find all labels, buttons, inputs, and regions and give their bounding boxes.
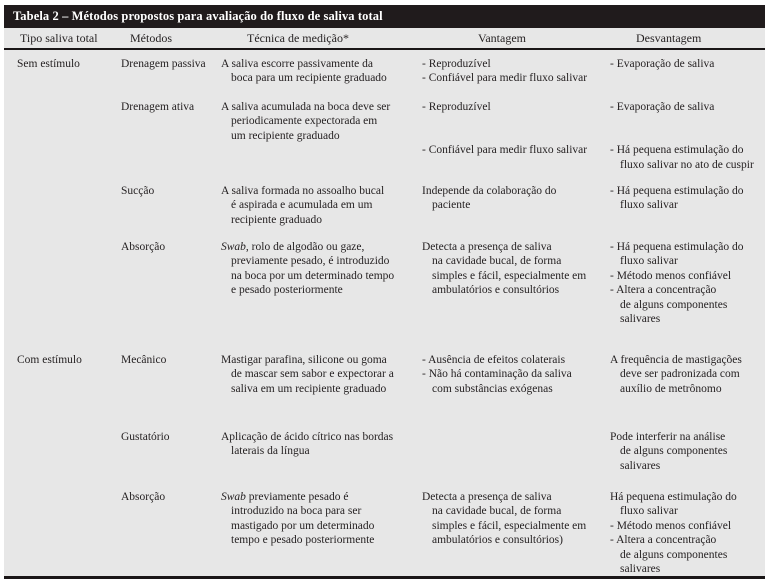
cell-line: introduzido na boca para ser [231, 505, 362, 518]
cell-line: - Reproduzível [422, 58, 491, 70]
cell-line: de alguns componentes [620, 445, 728, 458]
cell-line: ambulatórios e consultórios) [432, 534, 563, 547]
cell-vantagem [418, 430, 606, 490]
cell-line [610, 114, 763, 128]
cell-tipo-saliva-total [13, 100, 115, 184]
cell-line: Pode interferir na análise [610, 431, 726, 443]
cell-line: na cavidade bucal, de forma [432, 255, 562, 268]
cell-desvantagem [606, 240, 763, 353]
cell-line: com substâncias exógenas [432, 382, 553, 395]
cell-line: Independe da colaboração do [422, 185, 557, 197]
column-header-tipo-saliva-total: Tipo saliva total [20, 30, 98, 45]
table-row [4, 430, 765, 490]
cell-tipo-saliva-total [13, 240, 115, 353]
cell-line: previamente pesado, é introduzido [231, 255, 390, 268]
cell-metodo: Drenagem passiva [121, 58, 206, 70]
cell-tecnica-de-medicao [217, 184, 418, 240]
cell-line: um recipiente graduado [231, 129, 340, 142]
cell-line: - Evaporação de saliva [610, 58, 715, 70]
cell-line: tempo e pesado posteriormente [231, 534, 375, 547]
cell-line: A frequência de mastigações [610, 354, 742, 366]
table-row [4, 100, 765, 184]
table-row [4, 240, 765, 353]
cell-line: - Confiável para medir fluxo salivar [422, 72, 588, 85]
cell-line: mastigado por um determinado [231, 519, 375, 532]
cell-tipo-saliva-total [13, 430, 115, 490]
cell-line: - Método menos confiável [610, 269, 732, 282]
cell-line: laterais da língua [231, 445, 310, 458]
cell-line: - Ausência de efeitos colaterais [422, 354, 566, 366]
cell-line: - Há pequena estimulação do [610, 144, 744, 157]
cell-line: - Altera a concentração [610, 284, 717, 297]
cell-desvantagem [606, 430, 763, 490]
table-row [4, 184, 765, 240]
cell-line: fluxo salivar no ato de cuspir [620, 158, 754, 171]
table-row [4, 57, 765, 100]
cell-line: Detecta a presença de saliva [422, 491, 552, 503]
cell-line: A saliva escorre passivamente da [221, 58, 373, 70]
cell-vantagem [418, 57, 606, 100]
cell-line: salivares [620, 459, 661, 472]
cell-line: paciente [432, 199, 471, 212]
column-header-desvantagem: Desvantagem [636, 30, 702, 45]
cell-line: A saliva acumulada na boca deve ser [221, 101, 391, 113]
table-saliva-methods [4, 5, 765, 579]
cell-line: fluxo salivar [620, 255, 678, 268]
table-row [4, 353, 765, 430]
cell-line: salivares [620, 313, 661, 326]
cell-line: na cavidade bucal, de forma [432, 505, 562, 518]
cell-line: de alguns componentes [620, 298, 728, 311]
cell-tecnica-de-medicao [217, 430, 418, 490]
cell-tecnica-de-medicao [217, 240, 418, 353]
cell-metodo: Drenagem ativa [121, 101, 195, 113]
cell-desvantagem [606, 184, 763, 240]
cell-metodo: Absorção [121, 491, 166, 503]
cell-line [610, 129, 763, 143]
cell-line: simples e fácil, especialmente em [432, 269, 587, 282]
cell-line: fluxo salivar [620, 505, 678, 518]
cell-desvantagem [606, 100, 763, 184]
cell-tecnica-de-medicao [217, 100, 418, 184]
cell-line: Swab previamente pesado é [221, 491, 349, 503]
table-body [4, 50, 765, 579]
cell-tecnica-de-medicao [217, 490, 418, 576]
cell-line: - Método menos confiável [610, 519, 732, 532]
table-row [4, 490, 765, 576]
cell-vantagem [418, 490, 606, 576]
cell-line: Swab, rolo de algodão ou gaze, [221, 241, 365, 253]
cell-line: Mastigar parafina, silicone ou goma [221, 354, 387, 366]
cell-line: é aspirada e acumulada em um [231, 199, 373, 212]
cell-metodo: Absorção [121, 241, 166, 253]
cell-tecnica-de-medicao [217, 353, 418, 430]
cell-desvantagem [606, 57, 763, 100]
cell-line [422, 129, 606, 143]
cell-line: boca para um recipiente graduado [231, 72, 387, 85]
cell-line: de mascar sem sabor e expectorar a [231, 368, 394, 381]
cell-line: A saliva formada no assoalho bucal [221, 185, 385, 197]
cell-vantagem [418, 184, 606, 240]
cell-line: na boca por um determinado tempo [231, 269, 395, 282]
cell-line: - Evaporação de saliva [610, 101, 715, 113]
column-header-vantagem: Vantagem [478, 30, 526, 45]
cell-desvantagem [606, 490, 763, 576]
table-title: Tabela 2 – Métodos propostos para avaliação do fluxo de saliva total [13, 9, 383, 23]
cell-line: - Não há contaminação da saliva [422, 368, 572, 381]
cell-line: saliva em um recipiente graduado [231, 382, 387, 395]
column-header-metodos: Métodos [130, 30, 172, 45]
table-title-bar [4, 5, 765, 28]
cell-tipo-saliva-total [13, 184, 115, 240]
cell-tipo-saliva-total [13, 490, 115, 576]
cell-tipo-saliva-total: Com estímulo [17, 354, 82, 366]
cell-vantagem [418, 353, 606, 430]
table-header-row [4, 28, 765, 50]
cell-vantagem [418, 240, 606, 353]
cell-line: simples e fácil, especialmente em [432, 519, 587, 532]
cell-line: fluxo salivar [620, 199, 678, 212]
cell-line: auxílio de metrônomo [620, 382, 722, 395]
cell-line: Aplicação de ácido cítrico nas bordas [221, 431, 394, 443]
cell-metodo: Sucção [121, 185, 155, 197]
cell-line: salivares [620, 563, 661, 576]
cell-line: Há pequena estimulação do [610, 491, 737, 503]
cell-line: periodicamente expectorada em [231, 115, 378, 128]
cell-metodo: Gustatório [121, 431, 170, 443]
cell-metodo: Mecânico [121, 354, 167, 366]
cell-line: deve ser padronizada com [620, 368, 740, 381]
column-header-tecnica-de-medicao: Técnica de medição* [247, 30, 349, 45]
cell-line: - Reproduzível [422, 101, 491, 113]
cell-line: - Há pequena estimulação do [610, 185, 744, 197]
cell-line: - Há pequena estimulação do [610, 241, 744, 253]
cell-line: ambulatórios e consultórios [432, 284, 560, 297]
cell-tecnica-de-medicao [217, 57, 418, 100]
cell-tipo-saliva-total: Sem estímulo [17, 58, 80, 70]
cell-line: - Confiável para medir fluxo salivar [422, 144, 588, 157]
cell-line: de alguns componentes [620, 548, 728, 561]
cell-line: Detecta a presença de saliva [422, 241, 552, 253]
cell-vantagem [418, 100, 606, 184]
cell-line: recipiente graduado [231, 213, 322, 226]
cell-line: e pesado posteriormente [231, 284, 343, 297]
cell-desvantagem [606, 353, 763, 430]
cell-line [422, 114, 606, 128]
cell-line: - Altera a concentração [610, 534, 717, 547]
